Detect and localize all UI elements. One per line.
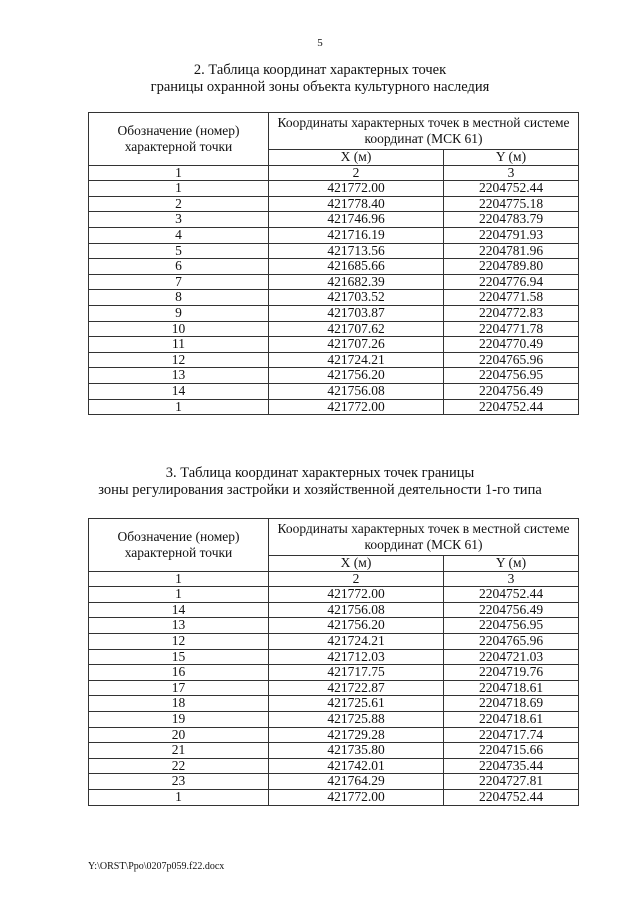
table3-title-line2: зоны регулирования застройки и хозяйственной деятельности 1-го типа	[98, 482, 542, 498]
table3-point-number: 1	[89, 587, 269, 603]
table3-y-value: 2204721.03	[444, 649, 579, 665]
table2-row	[89, 321, 579, 337]
table2-y-value: 2204791.93	[444, 227, 579, 243]
table3-point-number: 14	[89, 602, 269, 618]
table2-y-value: 2204789.80	[444, 259, 579, 275]
table2-row	[89, 227, 579, 243]
table3-x-value: 421729.28	[269, 727, 444, 743]
table2-y-value: 2204752.44	[444, 181, 579, 197]
table3-row	[89, 727, 579, 743]
table3-row	[89, 696, 579, 712]
table2-point-number: 2	[89, 196, 269, 212]
table2-point-number: 7	[89, 274, 269, 290]
table2-header-point: Обозначение (номер) характерной точки	[89, 113, 269, 166]
table2-point-number: 3	[89, 212, 269, 228]
table2-point-number: 6	[89, 259, 269, 275]
table2-header-coords: Координаты характерных точек в местной системе координат (МСК 61)	[269, 113, 579, 150]
table3-x-value: 421725.88	[269, 711, 444, 727]
table2-row	[89, 212, 579, 228]
table2-row	[89, 368, 579, 384]
table2-row	[89, 399, 579, 415]
table2-x-value: 421716.19	[269, 227, 444, 243]
table2-row	[89, 383, 579, 399]
table3-row	[89, 633, 579, 649]
table2-y-value: 2204781.96	[444, 243, 579, 259]
table3-header-point: Обозначение (номер) характерной точки	[89, 519, 269, 572]
table3-x-value: 421742.01	[269, 758, 444, 774]
table2-row	[89, 274, 579, 290]
table2-row	[89, 259, 579, 275]
table3-col-num-1: 1	[89, 571, 269, 587]
table3-row	[89, 774, 579, 790]
table2-row	[89, 352, 579, 368]
table3-x-value: 421722.87	[269, 680, 444, 696]
table3-point-number: 12	[89, 633, 269, 649]
table2-y-value: 2204772.83	[444, 305, 579, 321]
table3-point-number: 21	[89, 743, 269, 759]
table2-row	[89, 181, 579, 197]
table2-x-value: 421713.56	[269, 243, 444, 259]
table2-row	[89, 337, 579, 353]
table2-title-line2: границы охранной зоны объекта культурного наследия	[150, 79, 490, 95]
table3-row	[89, 789, 579, 805]
table2-point-number: 5	[89, 243, 269, 259]
table3-row	[89, 618, 579, 634]
table3-y-value: 2204718.69	[444, 696, 579, 712]
table3-y-value: 2204717.74	[444, 727, 579, 743]
table2-y-value: 2204771.78	[444, 321, 579, 337]
table3-y-value: 2204718.61	[444, 680, 579, 696]
table3-point-number: 1	[89, 789, 269, 805]
table2-col-num-3: 3	[444, 165, 579, 181]
table3-x-value: 421772.00	[269, 789, 444, 805]
table2-point-number: 11	[89, 337, 269, 353]
table3-x-value: 421717.75	[269, 665, 444, 681]
table3-row	[89, 587, 579, 603]
table3-point-number: 20	[89, 727, 269, 743]
table2-y-value: 2204783.79	[444, 212, 579, 228]
table2-row	[89, 243, 579, 259]
table3-col-num-2: 2	[269, 571, 444, 587]
table3-y-value: 2204756.49	[444, 602, 579, 618]
table3-point-number: 15	[89, 649, 269, 665]
table2-header-x: X (м)	[269, 150, 444, 166]
table2-point-number: 14	[89, 383, 269, 399]
table3-y-value: 2204756.95	[444, 618, 579, 634]
table3-row	[89, 680, 579, 696]
table2-point-number: 1	[89, 399, 269, 415]
table3-y-value: 2204752.44	[444, 789, 579, 805]
table3-x-value: 421735.80	[269, 743, 444, 759]
table3-point-number: 16	[89, 665, 269, 681]
table3-y-value: 2204765.96	[444, 633, 579, 649]
table2-x-value: 421707.62	[269, 321, 444, 337]
table2-x-value: 421772.00	[269, 181, 444, 197]
table3-x-value: 421756.20	[269, 618, 444, 634]
table2-point-number: 13	[89, 368, 269, 384]
table3-title	[0, 465, 640, 499]
table2-point-number: 8	[89, 290, 269, 306]
table2-x-value: 421724.21	[269, 352, 444, 368]
table3-point-number: 18	[89, 696, 269, 712]
table2-title	[0, 62, 640, 96]
table3-y-value: 2204735.44	[444, 758, 579, 774]
table3-y-value: 2204715.66	[444, 743, 579, 759]
table2-col-num-1: 1	[89, 165, 269, 181]
table3-y-value: 2204727.81	[444, 774, 579, 790]
table3-y-value: 2204752.44	[444, 587, 579, 603]
table2-y-value: 2204771.58	[444, 290, 579, 306]
page-number: 5	[317, 37, 323, 49]
table2-x-value: 421682.39	[269, 274, 444, 290]
table2-row	[89, 196, 579, 212]
table2-title-line1: 2. Таблица координат характерных точек	[193, 62, 447, 78]
table3-row	[89, 649, 579, 665]
table3-y-value: 2204718.61	[444, 711, 579, 727]
table2-y-value: 2204765.96	[444, 352, 579, 368]
table3-col-num-3: 3	[444, 571, 579, 587]
table2-x-value: 421772.00	[269, 399, 444, 415]
table2-point-number: 10	[89, 321, 269, 337]
footer-file-path: Y:\ORST\Ppo\0207p059.f22.docx	[88, 861, 225, 872]
table3-y-value: 2204719.76	[444, 665, 579, 681]
table3-coordinates	[88, 518, 579, 806]
table3-x-value: 421772.00	[269, 587, 444, 603]
table2-x-value: 421756.20	[269, 368, 444, 384]
table3-header-x: X (м)	[269, 556, 444, 572]
table3-header-coords: Координаты характерных точек в местной системе координат (МСК 61)	[269, 519, 579, 556]
table2-y-value: 2204756.49	[444, 383, 579, 399]
table3-point-number: 13	[89, 618, 269, 634]
table2-x-value: 421703.52	[269, 290, 444, 306]
table2-body	[89, 181, 579, 415]
table3-point-number: 17	[89, 680, 269, 696]
table2-x-value: 421685.66	[269, 259, 444, 275]
table3-row	[89, 665, 579, 681]
table2-x-value: 421746.96	[269, 212, 444, 228]
table3-body	[89, 587, 579, 805]
table3-row	[89, 758, 579, 774]
table3-point-number: 19	[89, 711, 269, 727]
table2-y-value: 2204770.49	[444, 337, 579, 353]
table2-row	[89, 290, 579, 306]
table2-y-value: 2204775.18	[444, 196, 579, 212]
table2-col-num-2: 2	[269, 165, 444, 181]
table3-header-y: Y (м)	[444, 556, 579, 572]
table3-title-line1: 3. Таблица координат характерных точек границы	[165, 465, 475, 481]
table2-point-number: 4	[89, 227, 269, 243]
table2-point-number: 1	[89, 181, 269, 197]
table2-x-value: 421778.40	[269, 196, 444, 212]
table2-x-value: 421703.87	[269, 305, 444, 321]
table3-point-number: 23	[89, 774, 269, 790]
table2-point-number: 12	[89, 352, 269, 368]
table2-point-number: 9	[89, 305, 269, 321]
table2-coordinates	[88, 112, 579, 415]
table2-x-value: 421756.08	[269, 383, 444, 399]
table2-row	[89, 305, 579, 321]
table3-row	[89, 602, 579, 618]
table2-header-y: Y (м)	[444, 150, 579, 166]
table3-point-number: 22	[89, 758, 269, 774]
table2-y-value: 2204756.95	[444, 368, 579, 384]
table3-x-value: 421725.61	[269, 696, 444, 712]
table3-x-value: 421756.08	[269, 602, 444, 618]
table3-x-value: 421764.29	[269, 774, 444, 790]
table2-y-value: 2204752.44	[444, 399, 579, 415]
table3-row	[89, 743, 579, 759]
table3-row	[89, 711, 579, 727]
table2-x-value: 421707.26	[269, 337, 444, 353]
table3-x-value: 421712.03	[269, 649, 444, 665]
table3-x-value: 421724.21	[269, 633, 444, 649]
table2-y-value: 2204776.94	[444, 274, 579, 290]
